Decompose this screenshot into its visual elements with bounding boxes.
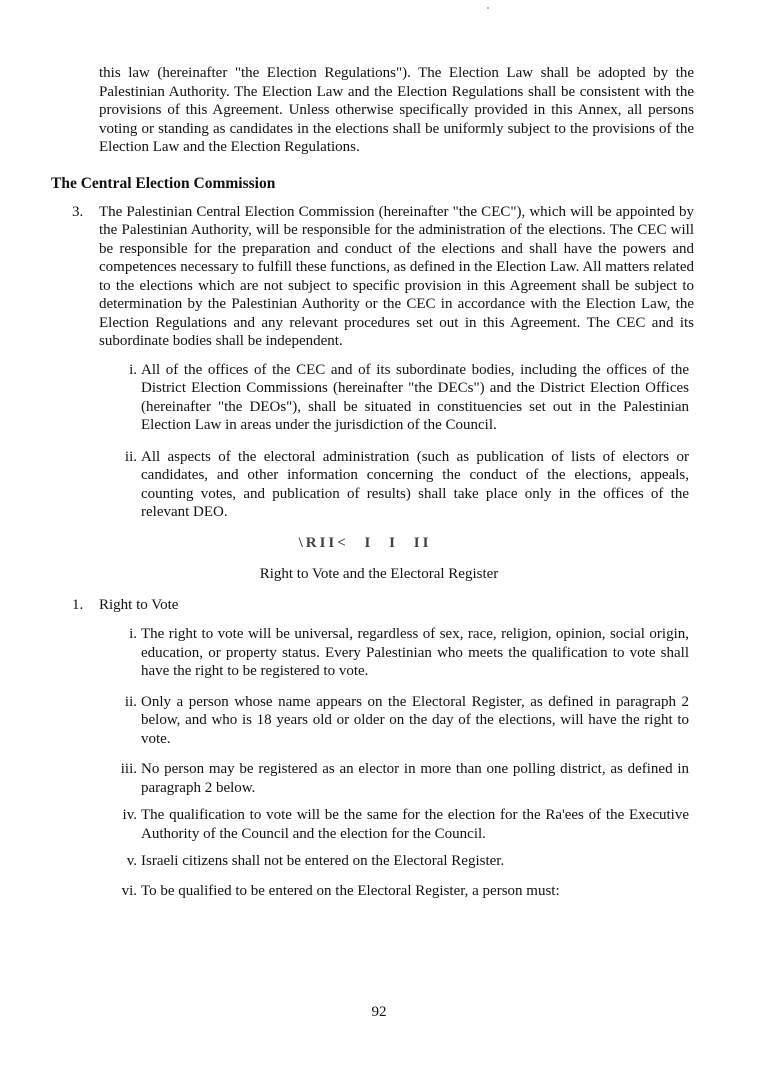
list-item-1-marker: 1. (72, 596, 84, 613)
cec-sub-item-i-text: All of the offices of the CEC and of its subordinate bodies, including the offices of the District Election Commissions (hereinafter "the DECs") and the District Election Offices (hereinafter "the DEOs"), shall be situated in constituencies set out in the Palestinian Election Law in areas under the jurisdiction of the Council. (141, 361, 689, 433)
vote-sub-item-v-marker: v. (126, 853, 137, 869)
vote-sub-item-vi-marker: vi. (121, 882, 137, 899)
vote-sub-item-i (116, 625, 689, 681)
vote-sub-item-iv-marker: iv. (122, 807, 137, 823)
intro-paragraph: this law (hereinafter "the Election Regulations"). The Election Law shall be adopted by the Palestinian Authority. The Election Law and the Election Regulations shall be consistent with the provisions of this Agreement. Unless otherwise specifically provided in this Annex, all persons voting or standing as candidates in the elections shall be uniformly subject to the provisions of the Election Law and the Election Regulations. (99, 65, 694, 155)
vote-sub-item-iii-marker: iii. (120, 761, 137, 777)
article-heading-degraded: \RII< I I II (298, 534, 432, 551)
page-number: 92 (371, 1004, 387, 1020)
section-heading-central-election-commission: The Central Election Commission (51, 174, 276, 192)
scan-speck (487, 7, 489, 9)
vote-sub-item-ii-marker: ii. (124, 693, 137, 710)
vote-sub-item-iii-text: No person may be registered as an elector in more than one polling district, as defined in paragraph 2 below. (141, 761, 689, 796)
cec-sub-item-i (116, 361, 689, 435)
vote-sub-item-iv (116, 806, 689, 843)
cec-sub-item-i-marker: i. (129, 361, 137, 378)
vote-sub-item-v-text: Israeli citizens shall not be entered on the Electoral Register. (141, 853, 505, 869)
vote-sub-item-iii (116, 760, 689, 797)
list-item-3-marker: 3. (72, 203, 84, 220)
list-item-3 (72, 203, 694, 351)
vote-sub-item-iv-text: The qualification to vote will be the same for the election for the Ra'ees of the Executive Authority of the Council and the election for the Council. (141, 807, 689, 842)
cec-sub-item-ii-text: All aspects of the electoral administration (such as publication of lists of electors or candidates, and other information concerning the conduct of the elections, appeals, counting votes, and publication of results) shall take place only in the offices of the relevant DEO. (141, 448, 689, 520)
list-item-1-title: Right to Vote (99, 596, 179, 613)
cec-sub-item-ii-marker: ii. (124, 448, 137, 465)
vote-sub-item-i-marker: i. (129, 626, 137, 642)
vote-sub-item-i-text: The right to vote will be universal, regardless of sex, race, religion, opinion, social origin, education, or property status. Every Palestinian who meets the qualification to vote shall have the right to be registered to vote. (141, 626, 689, 679)
article-subtitle: Right to Vote and the Electoral Register (259, 566, 499, 582)
vote-sub-item-vi-text: To be qualified to be entered on the Electoral Register, a person must: (141, 882, 560, 899)
cec-sub-item-ii (116, 448, 689, 522)
vote-sub-item-ii (116, 693, 689, 749)
list-item-1 (72, 596, 694, 615)
list-item-3-text: The Palestinian Central Election Commission (hereinafter "the CEC"), which will be appointed by the Palestinian Authority, will be responsible for the administration of the elections. The CEC will be responsible for the preparation and conduct of the elections and shall have the powers and competences necessary to fulfill these functions, as defined in the Election Law. All matters related to the elections which are not subject to specific provision in this Agreement shall be subject to determination by the Palestinian Authority or the CEC in accordance with the Election Law, the Election Regulations and any relevant procedures set out in this Agreement. The CEC and its subordinate bodies shall be independent. (99, 203, 694, 349)
vote-sub-item-v (116, 852, 689, 871)
vote-sub-item-ii-text: Only a person whose name appears on the Electoral Register, as defined in paragraph 2 below, and who is 18 years old or older on the day of the elections, will have the right to vote. (141, 693, 689, 747)
vote-sub-item-vi (116, 882, 689, 901)
